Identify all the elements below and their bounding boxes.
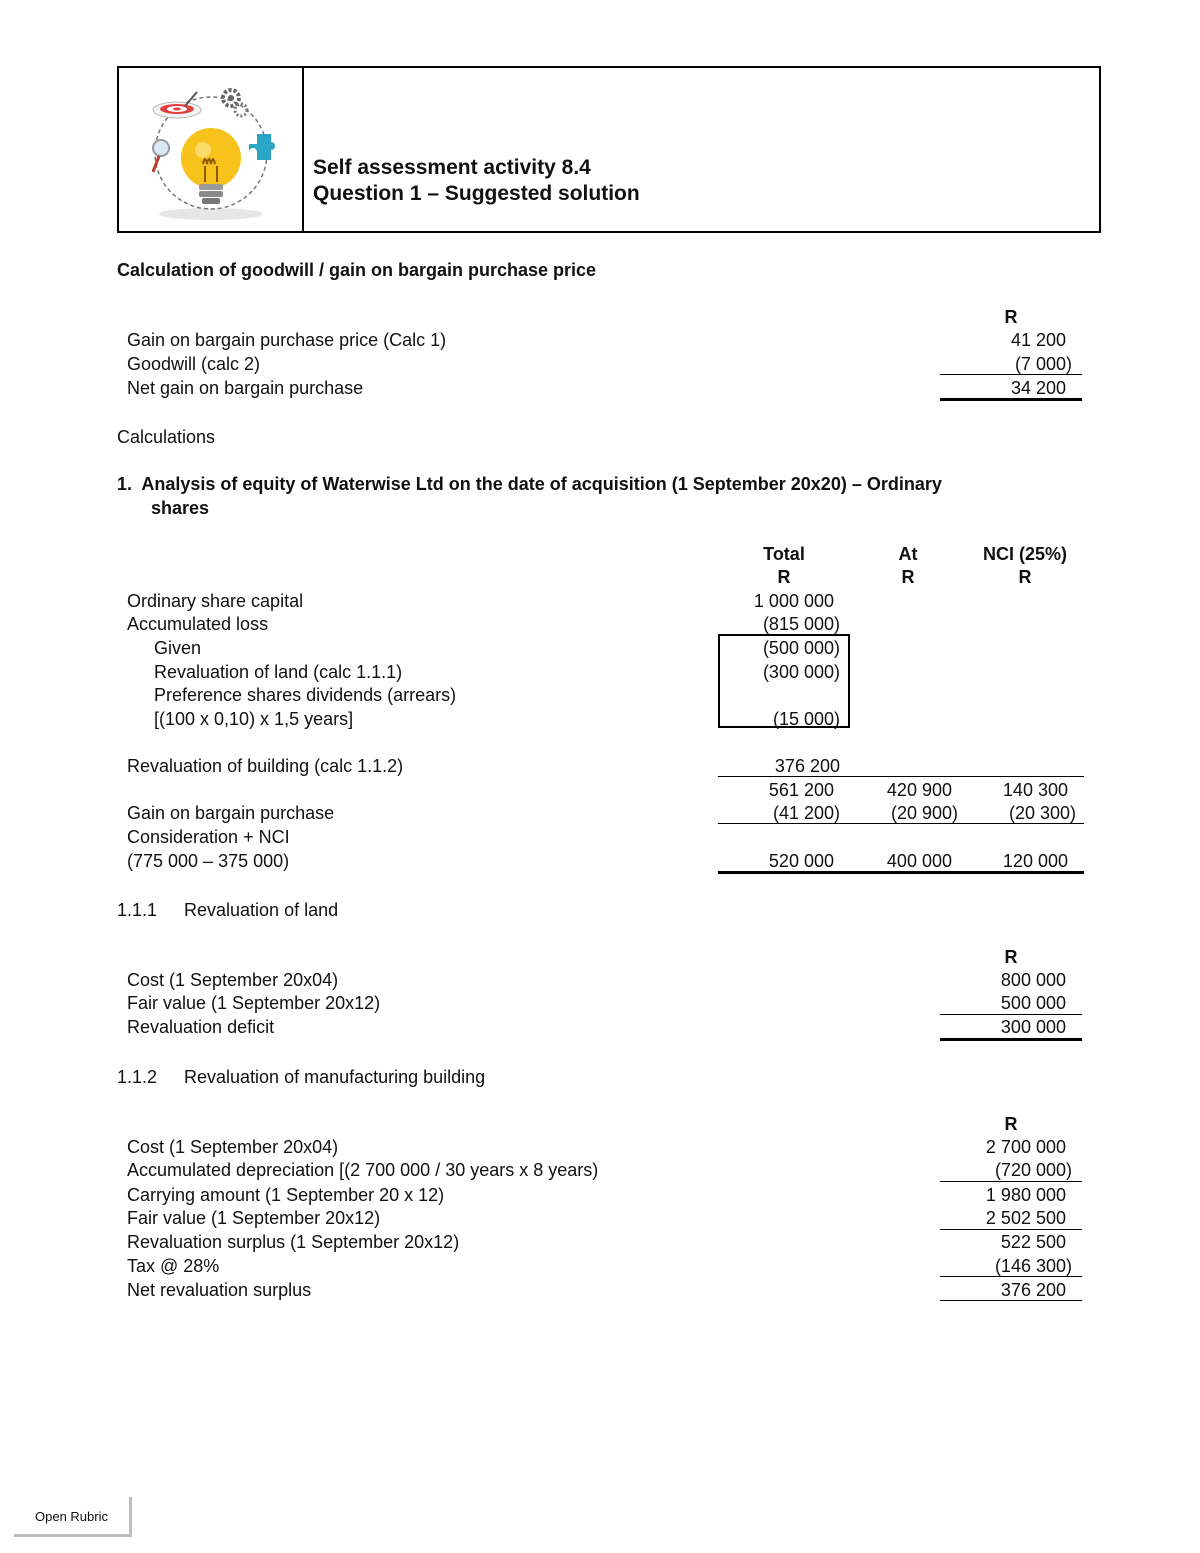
analysis-row-label: Given [154,638,202,658]
analysis-total: (15 000) [772,709,840,729]
analysis-row-label: [(100 x 0,10) x 1,5 years] [154,709,354,729]
analysis-row-label: Preference shares dividends (arrears) [154,685,457,705]
rule [940,1014,1082,1015]
rule [940,398,1082,401]
analysis-heading-cont: shares [151,498,210,518]
land-row-label: Revaluation deficit [127,1017,275,1037]
building-row-label: Accumulated depreciation [(2 700 000 / 30 years x 8 years) [127,1160,599,1180]
building-row-value: (720 000) [994,1160,1072,1180]
summary-row-label: Gain on bargain purchase price (Calc 1) [127,330,447,350]
summary-row-value: 41 200 [1010,330,1066,350]
building-heading: Revaluation of manufacturing building [184,1067,486,1087]
building-row-label: Fair value (1 September 20x12) [127,1208,381,1228]
analysis-nci: 140 300 [1002,780,1068,800]
building-row-label: Net revaluation surplus [127,1280,312,1300]
col-header-nci: NCI (25%) [982,544,1067,564]
calculations-label: Calculations [117,427,216,447]
building-row-value: 522 500 [1000,1232,1066,1252]
lightbulb-ideas-icon [139,78,284,223]
col-unit-total: R [777,567,791,587]
header-divider [302,68,304,231]
open-rubric-button[interactable]: Open Rubric [14,1497,132,1537]
analysis-total: (815 000) [762,614,840,634]
summary-row-label: Net gain on bargain purchase [127,378,364,398]
building-row-value: 2 700 000 [985,1137,1066,1157]
analysis-heading: 1. Analysis of equity of Waterwise Ltd on the date of acquisition (1 September 20x20) – Ordinary [117,474,942,494]
analysis-total: 1 000 000 [753,591,834,611]
analysis-total: (41 200) [772,803,840,823]
summary-row-label: Goodwill (calc 2) [127,354,261,374]
rule [940,1181,1082,1182]
analysis-at: 400 000 [886,851,952,871]
analysis-at: 420 900 [886,780,952,800]
header-title-line1: Self assessment activity 8.4 [313,156,591,179]
land-col-header: R [1004,947,1018,967]
building-row-value: 1 980 000 [985,1185,1066,1205]
analysis-total: (300 000) [762,662,840,682]
col-unit-nci: R [1018,567,1032,587]
col-unit-at: R [901,567,915,587]
analysis-row-label: Ordinary share capital [127,591,304,611]
building-row-value: (146 300) [994,1256,1072,1276]
col-header-total: Total [763,544,805,564]
rule [940,1300,1082,1301]
analysis-row-label: Revaluation of building (calc 1.1.2) [127,756,404,776]
building-row-label: Cost (1 September 20x04) [127,1137,339,1157]
building-heading-number: 1.1.2 [117,1067,158,1087]
land-heading: Revaluation of land [184,900,339,920]
header-box [117,66,1101,233]
analysis-row-label: Gain on bargain purchase [127,803,335,823]
analysis-row-label: Revaluation of land (calc 1.1.1) [154,662,403,682]
analysis-row-label: Accumulated loss [127,614,269,634]
rule [718,823,1084,824]
summary-row-value: (7 000) [1014,354,1072,374]
land-row-value: 800 000 [1000,970,1066,990]
rule [718,871,1084,874]
building-col-header: R [1004,1114,1018,1134]
rule [940,1038,1082,1041]
land-heading-number: 1.1.1 [117,900,158,920]
analysis-nci: (20 300) [1008,803,1076,823]
analysis-total: 520 000 [768,851,834,871]
summary-row-value: 34 200 [1010,378,1066,398]
analysis-nci: 120 000 [1002,851,1068,871]
land-row-value: 500 000 [1000,993,1066,1013]
land-row-value: 300 000 [1000,1017,1066,1037]
analysis-total: 561 200 [768,780,834,800]
rule [940,374,1082,375]
analysis-at: (20 900) [890,803,958,823]
building-row-value: 376 200 [1000,1280,1066,1300]
rule [940,1276,1082,1277]
summary-heading: Calculation of goodwill / gain on bargain purchase price [117,260,597,280]
analysis-total: (500 000) [762,638,840,658]
land-row-label: Cost (1 September 20x04) [127,970,339,990]
building-row-label: Tax @ 28% [127,1256,220,1276]
rule [940,1229,1082,1230]
building-row-value: 2 502 500 [985,1208,1066,1228]
analysis-total: 376 200 [774,756,840,776]
rule [718,776,1084,777]
building-row-label: Revaluation surplus (1 September 20x12) [127,1232,460,1252]
summary-col-header: R [1004,307,1018,327]
land-row-label: Fair value (1 September 20x12) [127,993,381,1013]
building-row-label: Carrying amount (1 September 20 x 12) [127,1185,445,1205]
analysis-row-label: (775 000 – 375 000) [127,851,290,871]
header-title-line2: Question 1 – Suggested solution [313,182,640,205]
col-header-at: At [898,544,918,564]
analysis-row-label: Consideration + NCI [127,827,290,847]
